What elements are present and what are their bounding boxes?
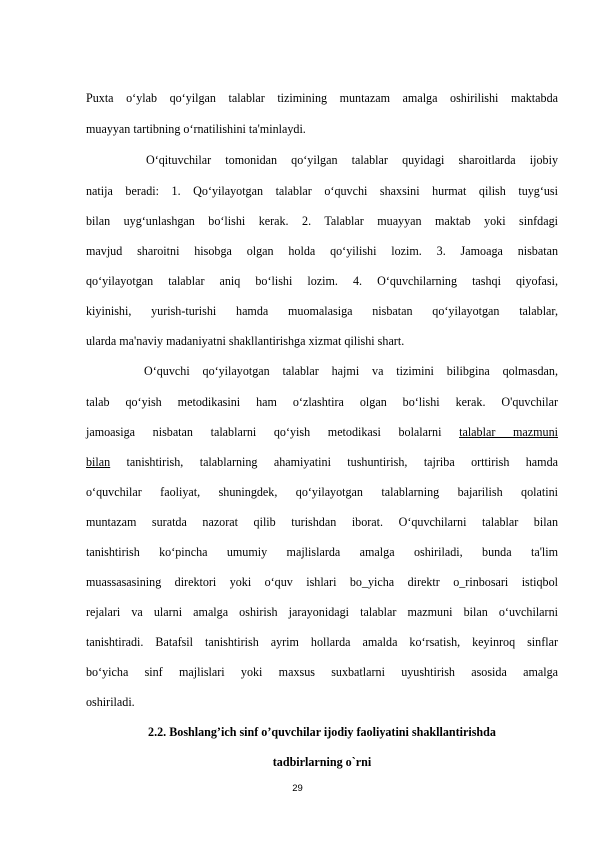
text-run: muayyan tartibning o‘rnatilishini ta'minlaydi. bbox=[86, 122, 306, 136]
paragraph-line bbox=[86, 333, 558, 349]
paragraph-line bbox=[86, 121, 558, 137]
paragraph-line bbox=[86, 514, 558, 530]
text-run: tanishtiradi. Batafsil tanishtirish ayrim hollarda amalda ko‘rsatish, keyinroq sinflar bbox=[86, 635, 558, 649]
text-run: kiyinishi, yurish-turishi hamda muomalasiga nisbatan qo‘yilayotgan talablar, bbox=[86, 304, 558, 318]
paragraph-line bbox=[86, 694, 558, 710]
paragraph-line bbox=[86, 424, 558, 440]
text-run: O‘quvchi qo‘yilayotgan talablar hajmi va tizimini bilibgina qolmasdan, bbox=[144, 364, 558, 378]
text-run: oshiriladi. bbox=[86, 695, 135, 709]
paragraph-line bbox=[86, 243, 558, 259]
paragraph-line bbox=[86, 574, 558, 590]
text-run: natija beradi: 1. Qo‘yilayotgan talablar o‘quvchi shaxsini hurmat qilish tuyg‘usi bbox=[86, 184, 558, 198]
text-run: muntazam suratda nazorat qilib turishdan iborat. O‘quvchilarni talablar bilan bbox=[86, 515, 558, 529]
text-run: tanishtirish, talablarning ahamiyatini tushuntirish, tajriba orttirish hamda bbox=[110, 455, 558, 469]
text-run: talab qo‘yish metodikasini ham o‘zlashtira olgan bo‘lishi kerak. O'quvchilar bbox=[86, 395, 558, 409]
paragraph-line bbox=[86, 273, 558, 289]
paragraph-line bbox=[86, 544, 558, 560]
paragraph-line bbox=[86, 90, 558, 106]
paragraph-line bbox=[86, 664, 558, 680]
text-run: rejalari va ularni amalga oshirish jarayonidagi talablar mazmuni bilan o‘uvchilarni bbox=[86, 605, 558, 619]
page-number: 29 bbox=[292, 783, 303, 794]
paragraph-line bbox=[86, 213, 558, 229]
text-run: jamoasiga nisbatan talablarni qo‘yish metodikasi bolalarni bbox=[86, 425, 460, 439]
text-run: tanishtirish ko‘pincha umumiy majlislarda amalga oshiriladi, bunda ta'lim bbox=[86, 545, 558, 559]
paragraph-line bbox=[146, 152, 558, 168]
link-text[interactable]: talablar mazmuni bbox=[459, 425, 558, 439]
paragraph-line bbox=[86, 484, 558, 500]
text-run: o‘quvchilar faoliyat, shuningdek, qo‘yilayotgan talablarning bajarilish qolatini bbox=[86, 485, 558, 499]
text-run: ularda ma'naviy madaniyatni shakllantirishga xizmat qilishi shart. bbox=[86, 334, 405, 348]
paragraph-line bbox=[86, 634, 558, 650]
text-run: bilan uyg‘unlashgan bo‘lishi kerak. 2. Talablar muayyan maktab yoki sinfdagi bbox=[86, 214, 558, 228]
paragraph-line bbox=[86, 604, 558, 620]
paragraph-line bbox=[86, 303, 558, 319]
text-run: bo‘yicha sinf majlislari yoki maxsus suxbatlarni uyushtirish asosida amalga bbox=[86, 665, 558, 679]
text-run: O‘qituvchilar tomonidan qo‘yilgan talablar quyidagi sharoitlarda ijobiy bbox=[146, 153, 558, 167]
paragraph-line bbox=[144, 363, 558, 379]
paragraph-line bbox=[86, 183, 558, 199]
link-text[interactable]: bilan bbox=[86, 455, 111, 469]
text-run: muassasasining direktori yoki o‘quv ishlari bo_yicha direktr o_rinbosari istiqbol bbox=[86, 575, 558, 589]
paragraph-line bbox=[86, 394, 558, 410]
heading-text: tadbirlarning o`rni bbox=[272, 755, 372, 769]
paragraph-line bbox=[86, 454, 558, 470]
text-run: mavjud sharoitni hisobga olgan holda qo‘yilishi lozim. 3. Jamoaga nisbatan bbox=[86, 244, 558, 258]
text-run: qo‘yilayotgan talablar aniq bo‘lishi lozim. 4. O‘quvchilarning tashqi qiyofasi, bbox=[86, 274, 558, 288]
text-run: Puxta o‘ylab qo‘yilgan talablar tizimining muntazam amalga oshirilishi maktabda bbox=[86, 91, 558, 105]
section-heading bbox=[86, 754, 558, 770]
section-heading bbox=[86, 724, 558, 740]
heading-text: 2.2. Boshlang’ich sinf o’quvchilar ijodiy faoliyatini shakllantirishda bbox=[148, 725, 496, 739]
